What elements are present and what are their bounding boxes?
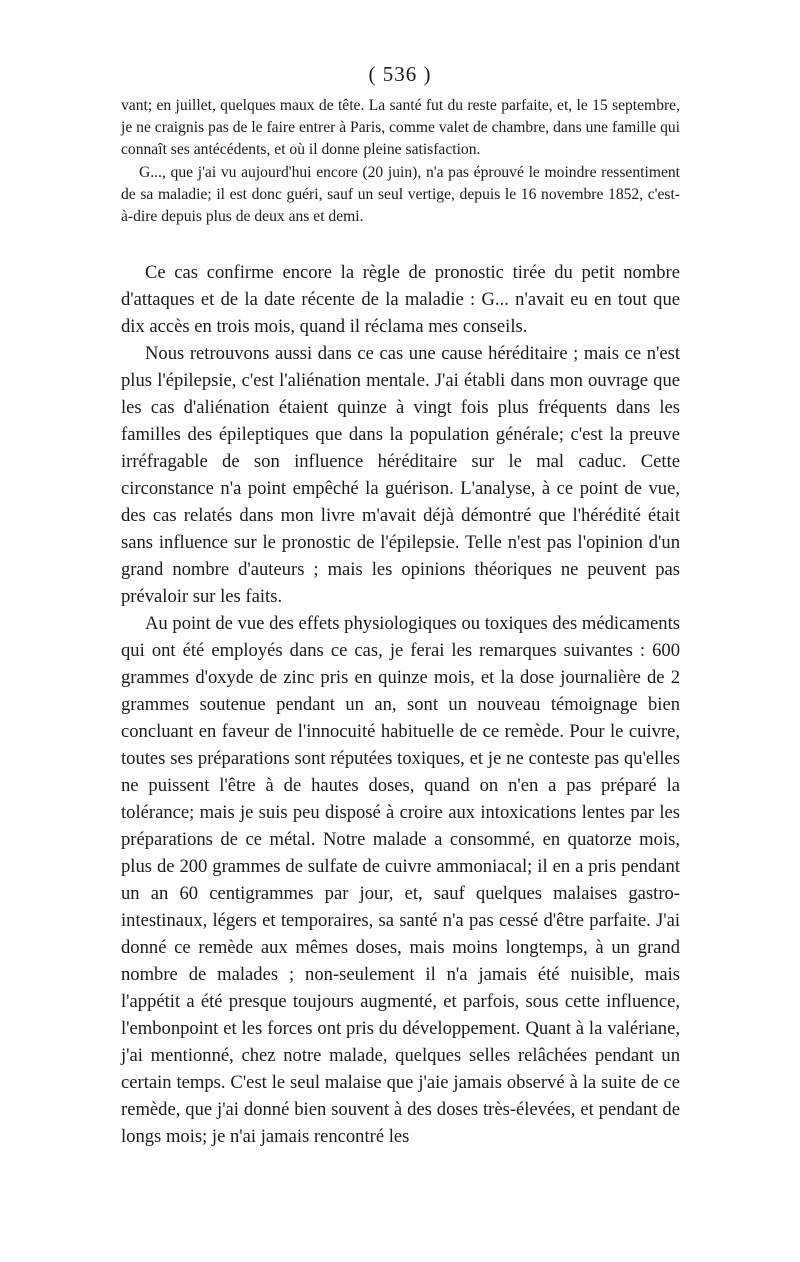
commentary-block <box>121 259 680 1150</box>
commentary-paragraph-1: Ce cas confirme encore la règle de pronostic tirée du petit nombre d'attaques et de la date récente de la maladie : G... n'avait eu en tout que dix accès en trois mois, quand il réclama mes conseils. <box>121 262 680 337</box>
page-number: ( 536 ) <box>368 62 432 86</box>
case-report-block <box>121 95 680 228</box>
commentary-paragraph-2: Nous retrouvons aussi dans ce cas une cause héréditaire ; mais ce n'est plus l'épilepsie, c'est l'aliénation mentale. J'ai établi dans mon ouvrage que les cas d'aliénation étaient quinze à vingt fois plus fréquents dans les familles des épileptiques que dans la population générale; c'est la preuve irréfragable de son influence héréditaire sur le mal caduc. Cette circonstance n'a point empêché la guérison. L'analyse, à ce point de vue, des cas relatés dans mon livre m'avait déjà démontré que l'hérédité était sans influence sur le pronostic de l'épilepsie. Telle n'est pas l'opinion d'un grand nombre d'auteurs ; mais les opinions théoriques ne peuvent pas prévaloir sur les faits. <box>121 343 680 607</box>
case-report-paragraph-2: G..., que j'ai vu aujourd'hui encore (20 juin), n'a pas éprouvé le moindre ressentiment de sa maladie; il est donc guéri, sauf un seul vertige, depuis le 16 novembre 1852, c'est-à-dire depuis plus de deux ans et demi. <box>121 163 680 226</box>
case-report-paragraph-1: vant; en juillet, quelques maux de tête. La santé fut du reste parfaite, et, le 15 septembre, je ne craignis pas de le faire entrer à Paris, comme valet de chambre, dans une famille qui connaît ses antécédents, et où il donne pleine satisfaction. <box>121 97 680 159</box>
commentary-paragraph-3: Au point de vue des effets physiologiques ou toxiques des médicaments qui ont été employés dans ce cas, je ferai les remarques suivantes : 600 grammes d'oxyde de zinc pris en quinze mois, et la dose journalière de 2 grammes soutenue pendant un an, sont un nouveau témoignage bien concluant en faveur de l'innocuité habituelle de ce remède. Pour le cuivre, toutes ses préparations sont réputées toxiques, et je ne conteste pas qu'elles ne puissent l'être à de hautes doses, quand on n'en a pas préparé la tolérance; mais je suis peu disposé à croire aux intoxications lentes par les préparations de ce métal. Notre malade a consommé, en quatorze mois, plus de 200 grammes de sulfate de cuivre ammoniacal; il en a pris pendant un an 60 centigrammes par jour, et, sauf quelques malaises gastro-intestinaux, légers et temporaires, sa santé n'a pas cessé d'être parfaite. J'ai donné ce remède aux mêmes doses, mais moins longtemps, à un grand nombre de malades ; non-seulement il n'a jamais été nuisible, mais l'appétit a été presque toujours augmenté, et parfois, sous cette influence, l'embonpoint et les forces ont pris du développement. Quant à la valériane, j'ai mentionné, chez notre malade, quelques selles relâchées pendant un certain temps. C'est le seul malaise que j'aie jamais observé à la suite de ce remède, que j'ai donné bien souvent à des doses très-élevées, et pendant de longs mois; je n'ai jamais rencontré les <box>121 613 680 1147</box>
